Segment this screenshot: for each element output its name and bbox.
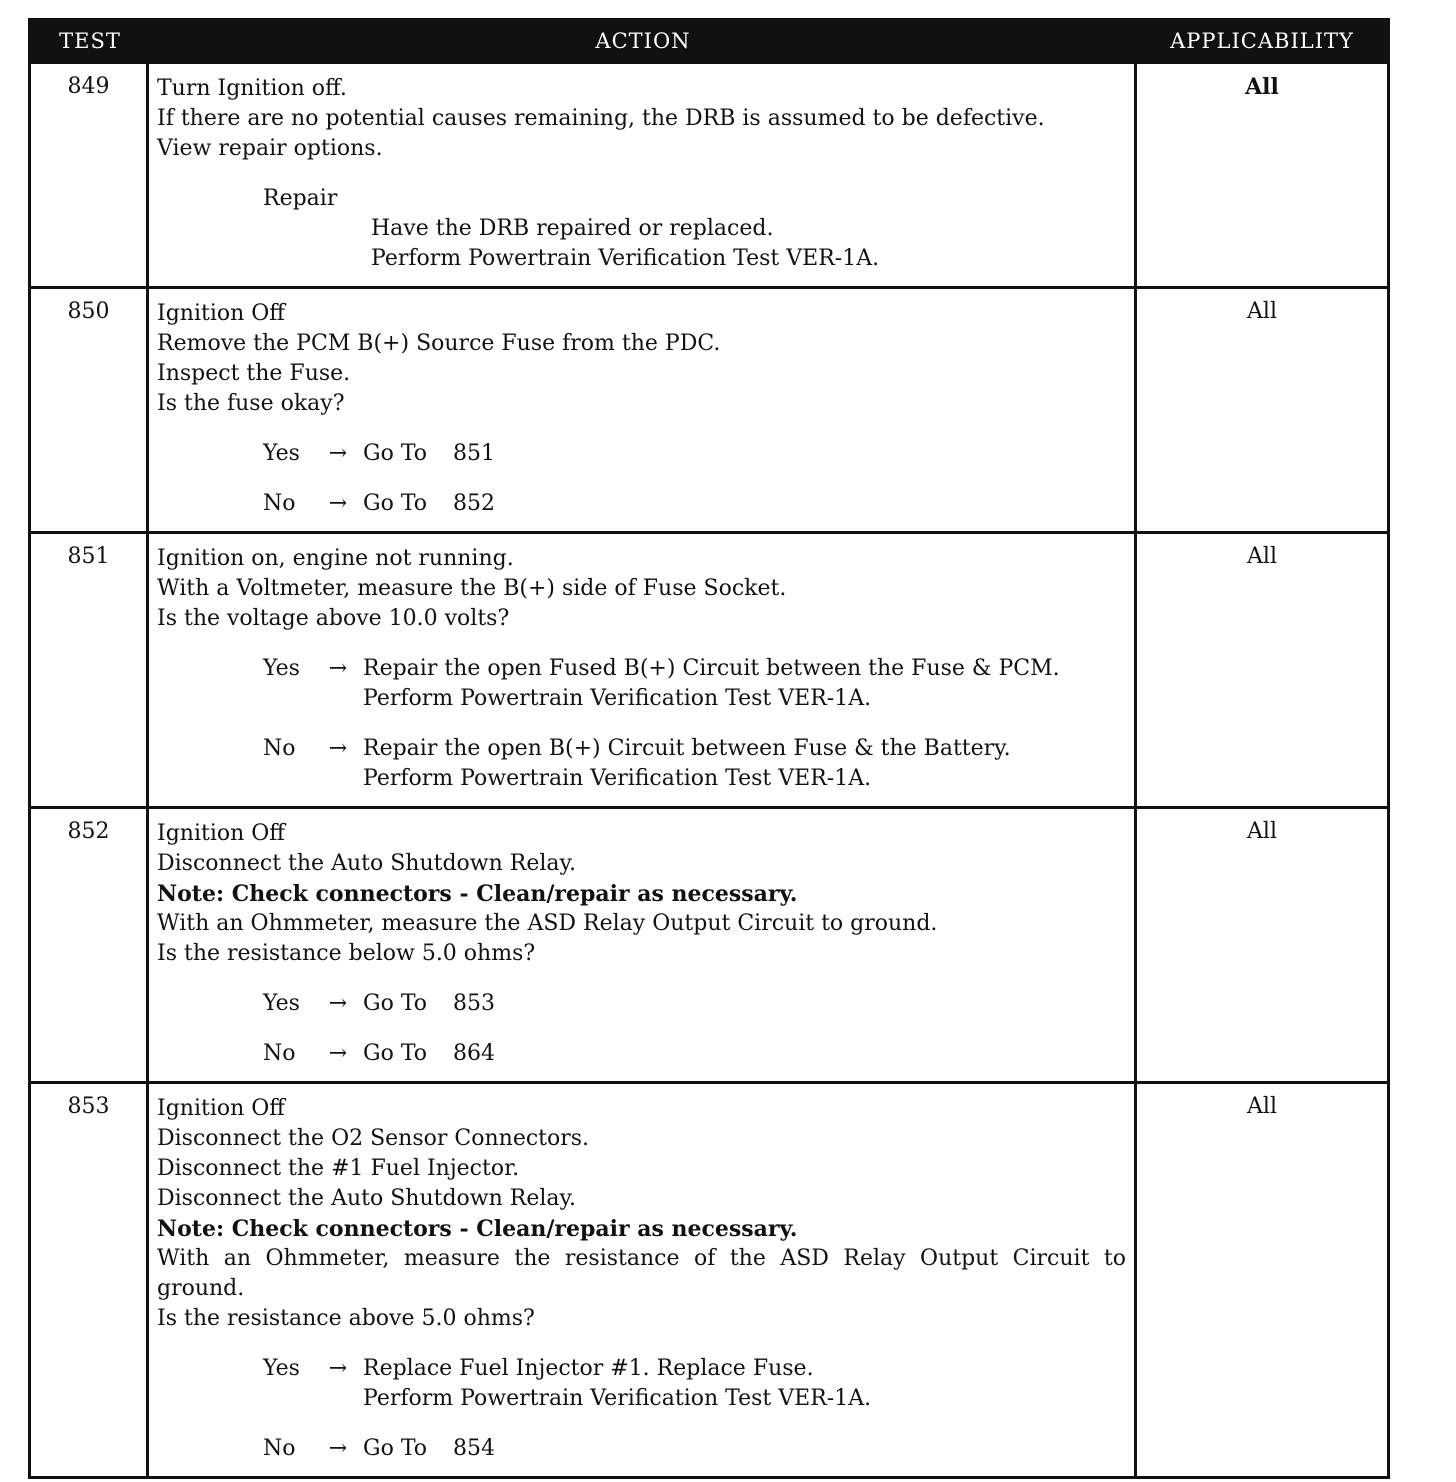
repair-step: Have the DRB repaired or replaced. bbox=[371, 216, 774, 241]
action-line: Disconnect the Auto Shutdown Relay. bbox=[157, 851, 577, 876]
action-cell bbox=[149, 809, 1137, 1081]
goto-target: 851 bbox=[453, 441, 496, 466]
branch-result bbox=[363, 1434, 1126, 1464]
action-line: View repair options. bbox=[157, 136, 383, 161]
result-line: Perform Powertrain Verification Test VER-1A. bbox=[363, 686, 872, 711]
action-cell bbox=[149, 289, 1137, 531]
action-line: With a Voltmeter, measure the B(+) side of Fuse Socket. bbox=[157, 576, 787, 601]
action-cell bbox=[149, 534, 1137, 806]
goto-target: 853 bbox=[453, 991, 496, 1016]
result-line: Perform Powertrain Verification Test VER-1A. bbox=[363, 766, 872, 791]
branch-result bbox=[363, 1354, 1126, 1414]
action-line: Disconnect the Auto Shutdown Relay. bbox=[157, 1186, 577, 1211]
arrow-right-icon: → bbox=[328, 1041, 348, 1066]
branch-answer: Yes bbox=[263, 441, 300, 466]
branch-answer: No bbox=[263, 491, 296, 516]
arrow-right-icon: → bbox=[328, 656, 348, 681]
goto-label: Go To bbox=[363, 991, 428, 1016]
test-number: 851 bbox=[31, 534, 149, 806]
arrow-right-icon: → bbox=[328, 736, 348, 761]
applicability-text: All bbox=[1245, 74, 1279, 100]
goto-target: 864 bbox=[453, 1041, 496, 1066]
table-row bbox=[31, 286, 1387, 531]
header-applicability: APPLICABILITY bbox=[1170, 29, 1354, 53]
table-row bbox=[31, 61, 1387, 286]
branch-answer: No bbox=[263, 1436, 296, 1461]
note-line: Note: Check connectors - Clean/repair as necessary. bbox=[157, 1216, 798, 1242]
applicability-value: All bbox=[1247, 299, 1277, 324]
repair-step: Perform Powertrain Verification Test VER-1A. bbox=[371, 246, 880, 271]
branch-yes bbox=[263, 439, 1126, 469]
action-line: Ignition Off bbox=[157, 821, 285, 846]
branch-no bbox=[263, 734, 1126, 794]
action-line: Is the resistance below 5.0 ohms? bbox=[157, 941, 536, 966]
branch-no bbox=[263, 1039, 1126, 1069]
branch-result bbox=[363, 1039, 1126, 1069]
test-number: 849 bbox=[31, 64, 149, 286]
branch-yes bbox=[263, 654, 1126, 714]
action-line: Disconnect the O2 Sensor Connectors. bbox=[157, 1126, 590, 1151]
test-number: 853 bbox=[31, 1084, 149, 1476]
action-line: Ignition Off bbox=[157, 301, 285, 326]
goto-label: Go To bbox=[363, 491, 428, 516]
branch-answer: Yes bbox=[263, 991, 300, 1016]
branch-yes bbox=[263, 989, 1126, 1019]
branch-answer: Yes bbox=[263, 1356, 300, 1381]
action-line: If there are no potential causes remaining, the DRB is assumed to be defective. bbox=[157, 106, 1045, 131]
result-line: Perform Powertrain Verification Test VER-1A. bbox=[363, 1386, 872, 1411]
branch-result bbox=[363, 654, 1126, 714]
result-line: Repair the open Fused B(+) Circuit between the Fuse & PCM. bbox=[363, 656, 1060, 681]
action-line: With an Ohmmeter, measure the ASD Relay Output Circuit to ground. bbox=[157, 911, 938, 936]
repair-label: Repair bbox=[263, 186, 338, 211]
branch-answer: No bbox=[263, 1041, 296, 1066]
test-number: 850 bbox=[31, 289, 149, 531]
goto-label: Go To bbox=[363, 1041, 428, 1066]
branch-answer: Yes bbox=[263, 656, 300, 681]
branch-result bbox=[363, 989, 1126, 1019]
note-line: Note: Check connectors - Clean/repair as necessary. bbox=[157, 881, 798, 907]
action-line: Turn Ignition off. bbox=[157, 76, 347, 101]
action-line: Is the voltage above 10.0 volts? bbox=[157, 606, 510, 631]
goto-target: 854 bbox=[453, 1436, 496, 1461]
action-cell bbox=[149, 1084, 1137, 1476]
applicability-value: All bbox=[1247, 819, 1277, 844]
test-number: 852 bbox=[31, 809, 149, 1081]
action-line: Ignition Off bbox=[157, 1096, 285, 1121]
arrow-right-icon: → bbox=[328, 441, 348, 466]
result-line: Replace Fuel Injector #1. Replace Fuse. bbox=[363, 1356, 814, 1381]
table-row bbox=[31, 806, 1387, 1081]
table-header bbox=[31, 21, 1387, 61]
action-line: Is the fuse okay? bbox=[157, 391, 345, 416]
branch-result bbox=[363, 439, 1126, 469]
table-row bbox=[31, 1081, 1387, 1476]
goto-label: Go To bbox=[363, 441, 428, 466]
branch-answer: No bbox=[263, 736, 296, 761]
action-line: Disconnect the #1 Fuel Injector. bbox=[157, 1156, 520, 1181]
action-cell bbox=[149, 64, 1137, 286]
branch-result bbox=[363, 489, 1126, 519]
test-procedure-table bbox=[28, 18, 1390, 1479]
arrow-right-icon: → bbox=[328, 1436, 348, 1461]
branch-yes bbox=[263, 1354, 1126, 1414]
header-test: TEST bbox=[59, 29, 121, 53]
arrow-right-icon: → bbox=[328, 991, 348, 1016]
arrow-right-icon: → bbox=[328, 1356, 348, 1381]
result-line: Repair the open B(+) Circuit between Fuse & the Battery. bbox=[363, 736, 1011, 761]
applicability-value: All bbox=[1247, 544, 1277, 569]
action-line: Remove the PCM B(+) Source Fuse from the PDC. bbox=[157, 331, 721, 356]
applicability-value: All bbox=[1247, 1094, 1277, 1119]
arrow-right-icon: → bbox=[328, 491, 348, 516]
branch-no bbox=[263, 489, 1126, 519]
goto-label: Go To bbox=[363, 1436, 428, 1461]
action-line: Ignition on, engine not running. bbox=[157, 546, 514, 571]
table-row bbox=[31, 531, 1387, 806]
branch-result bbox=[363, 734, 1126, 794]
action-line: With an Ohmmeter, measure the resistance of the ASD Relay Output Circuit to ground. bbox=[157, 1246, 1126, 1301]
action-line: Inspect the Fuse. bbox=[157, 361, 351, 386]
branch-no bbox=[263, 1434, 1126, 1464]
goto-target: 852 bbox=[453, 491, 496, 516]
action-line: Is the resistance above 5.0 ohms? bbox=[157, 1306, 535, 1331]
applicability-value bbox=[1137, 64, 1387, 286]
header-action: ACTION bbox=[595, 29, 691, 53]
